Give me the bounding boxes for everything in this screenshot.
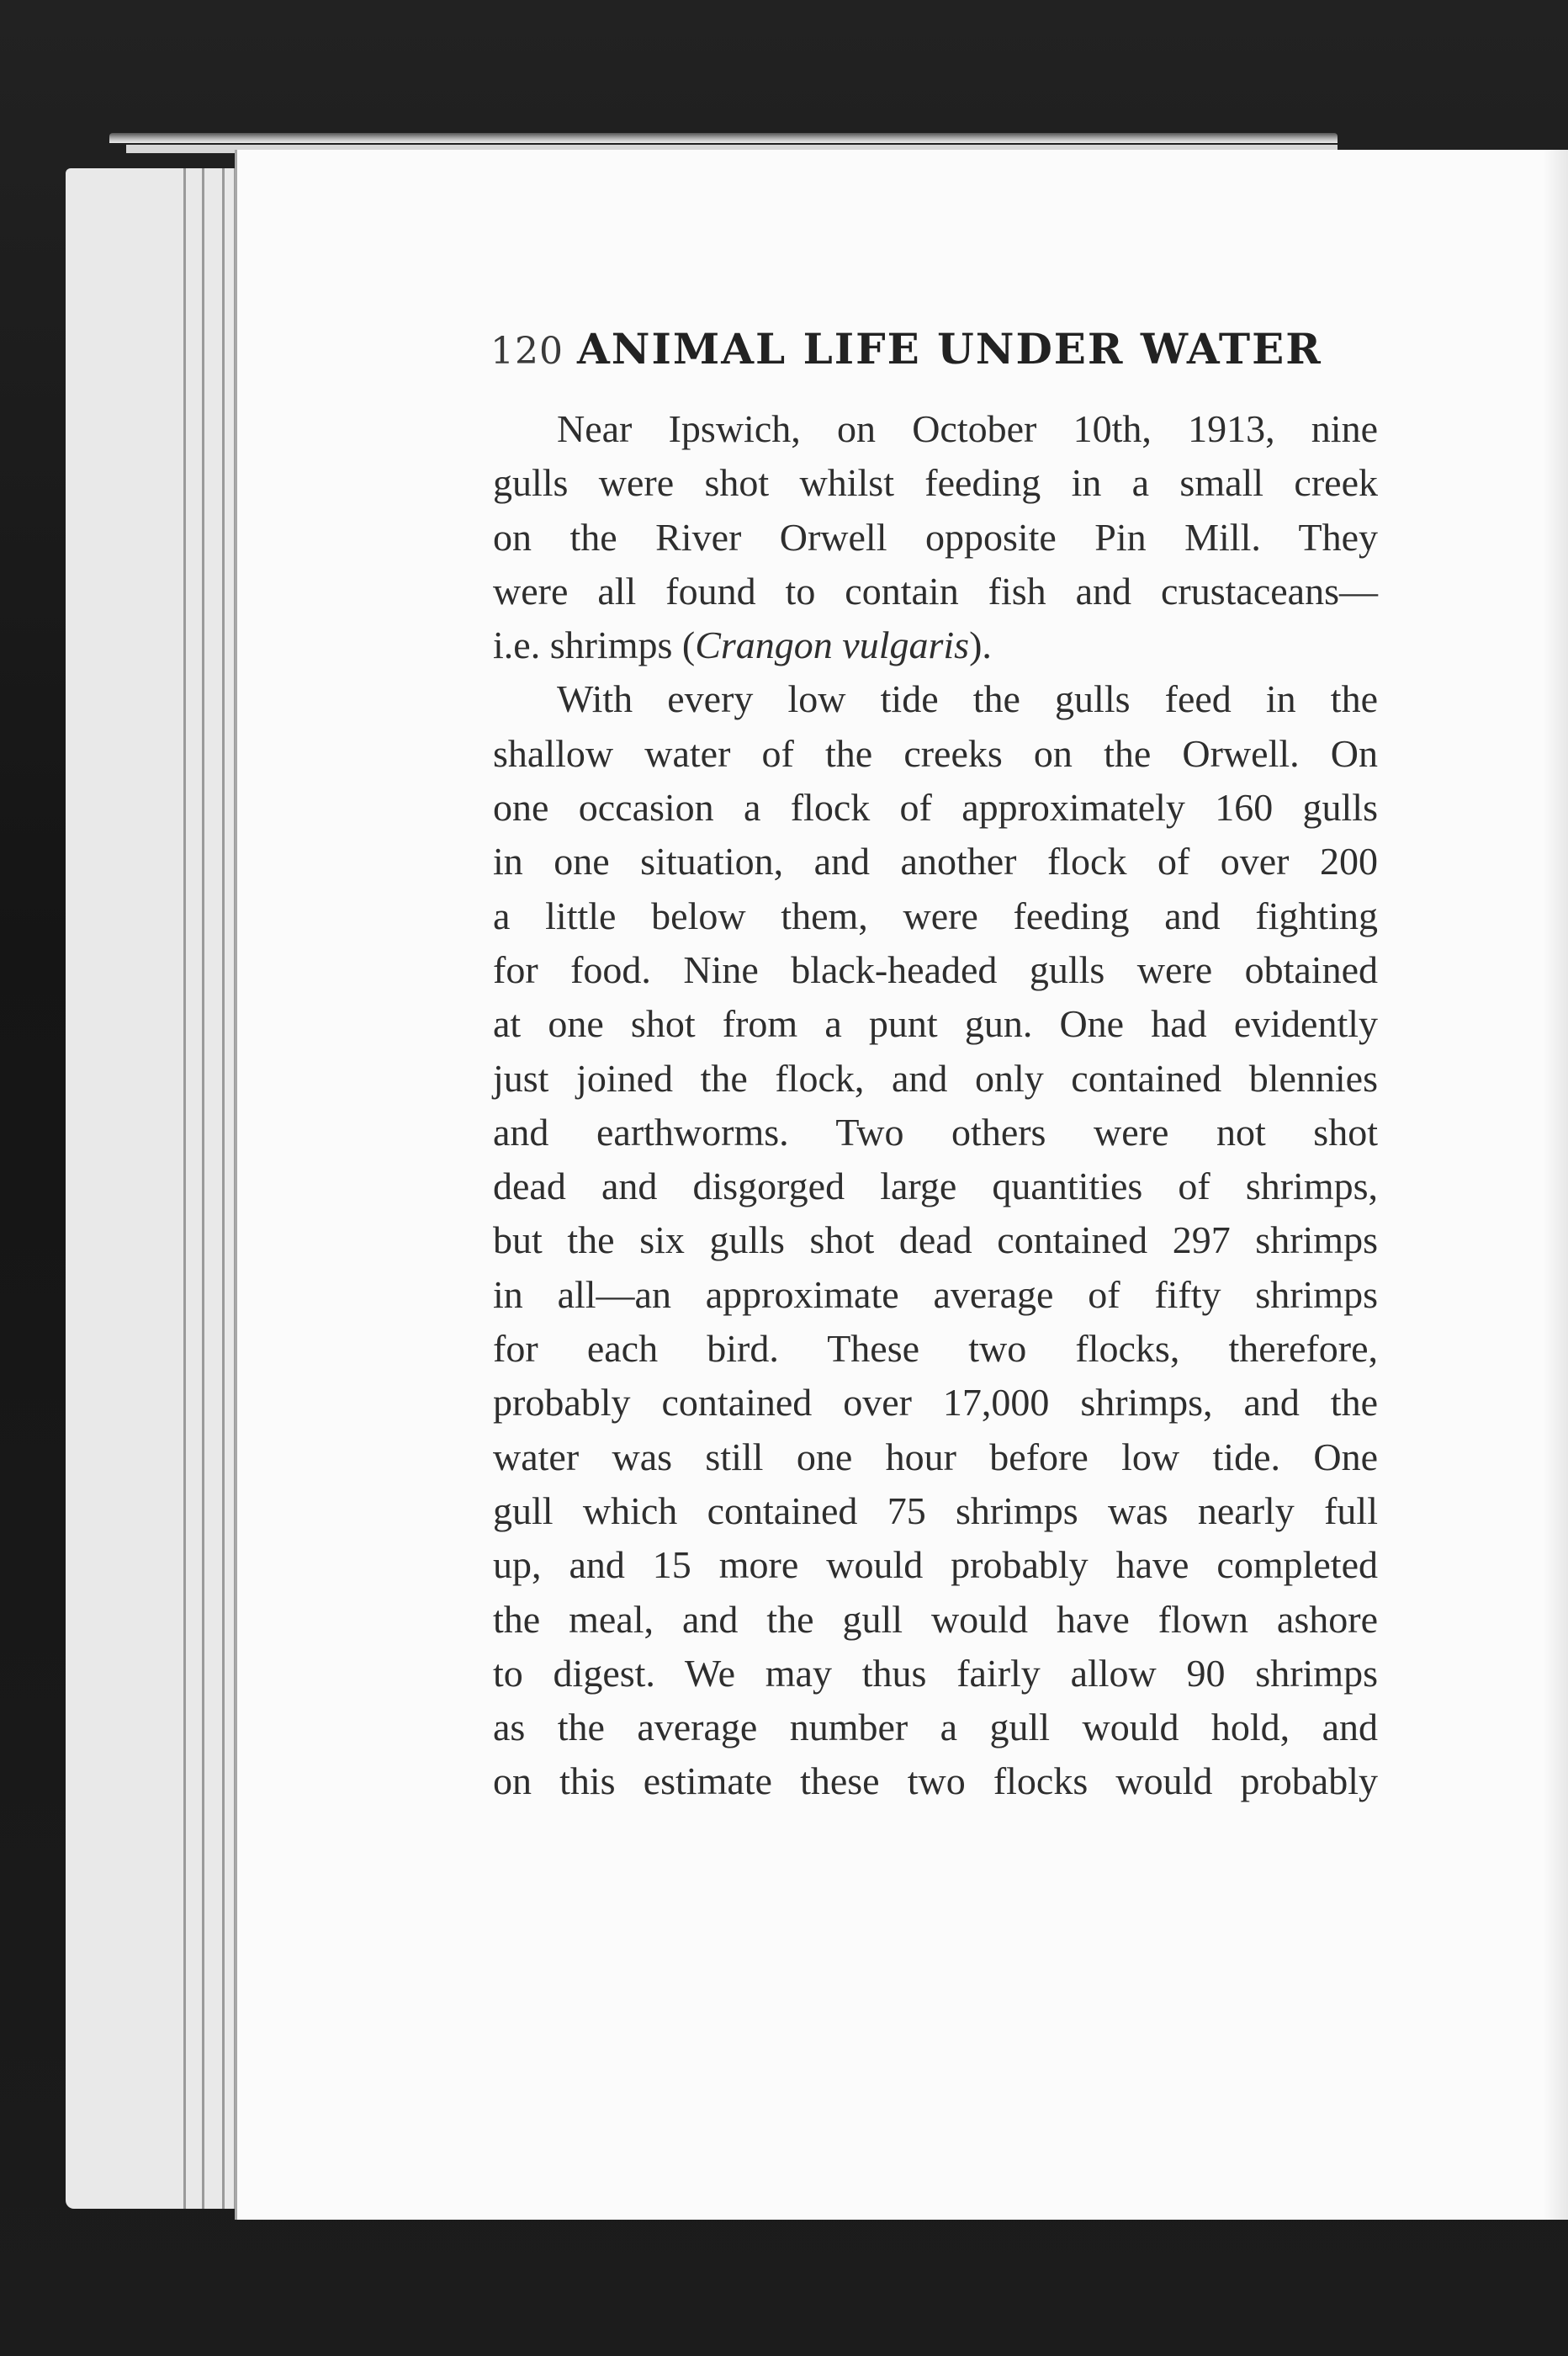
running-title: ANIMAL LIFE UNDER WATER — [576, 324, 1322, 374]
text-fragment: i.e. shrimps ( — [493, 623, 696, 667]
text-line: gull which contained 75 shrimps was nearly full — [493, 1488, 1378, 1532]
page-edge-line — [234, 168, 236, 2209]
text-line: water was still one hour before low tide. One — [493, 1435, 1378, 1478]
page-number: 120 — [490, 330, 564, 373]
text-line: up, and 15 more would probably have completed — [493, 1543, 1378, 1587]
page-edge-line — [183, 168, 186, 2209]
text-line: shallow water of the creeks on the Orwell. On — [493, 731, 1378, 775]
text-line: just joined the flock, and only contained blennies — [493, 1056, 1378, 1100]
text-line: in all—an approximate average of fifty shrimps — [493, 1272, 1378, 1316]
text-line: in one situation, and another flock of over 200 — [493, 840, 1378, 884]
text-line: but the six gulls shot dead contained 297 shrimps — [493, 1218, 1378, 1262]
text-line: a little below them, were feeding and fighting — [493, 894, 1378, 937]
text-line: for each bird. These two flocks, therefore, — [493, 1327, 1378, 1371]
running-head — [490, 324, 1332, 391]
text-line: to digest. We may thus fairly allow 90 shrimps — [493, 1651, 1378, 1695]
text-line: Near Ipswich, on October 10th, 1913, nine — [557, 407, 1378, 450]
text-line: gulls were shot whilst feeding in a small creek — [493, 461, 1378, 505]
text-line: as the average number a gull would hold, and — [493, 1706, 1378, 1749]
text-line: probably contained over 17,000 shrimps, and the — [493, 1381, 1378, 1425]
text-line: one occasion a flock of approximately 160 gulls — [493, 786, 1378, 830]
book-page-stack — [66, 168, 259, 2209]
text-line — [493, 618, 1378, 672]
text-line: and earthworms. Two others were not shot — [493, 1110, 1378, 1154]
text-line: at one shot from a punt gun. One had evidently — [493, 1002, 1378, 1046]
body-text — [493, 402, 1378, 1809]
text-line: dead and disgorged large quantities of shrimps, — [493, 1165, 1378, 1208]
text-line: on this estimate these two flocks would probably — [493, 1759, 1378, 1803]
page-edge-line — [222, 168, 225, 2209]
page-gutter-shadow — [1543, 150, 1568, 2220]
text-line: for food. Nine black-headed gulls were obtained — [493, 947, 1378, 991]
text-line: the meal, and the gull would have flown ashore — [493, 1597, 1378, 1641]
text-fragment: ). — [969, 623, 992, 667]
text-line: With every low tide the gulls feed in the — [557, 677, 1378, 721]
text-line: on the River Orwell opposite Pin Mill. They — [493, 515, 1378, 559]
book-top-edge — [109, 133, 1338, 143]
species-name-italic: Crangon vulgaris — [695, 623, 970, 667]
page-edge-line — [202, 168, 204, 2209]
text-line: were all found to contain fish and crustaceans— — [493, 569, 1378, 613]
